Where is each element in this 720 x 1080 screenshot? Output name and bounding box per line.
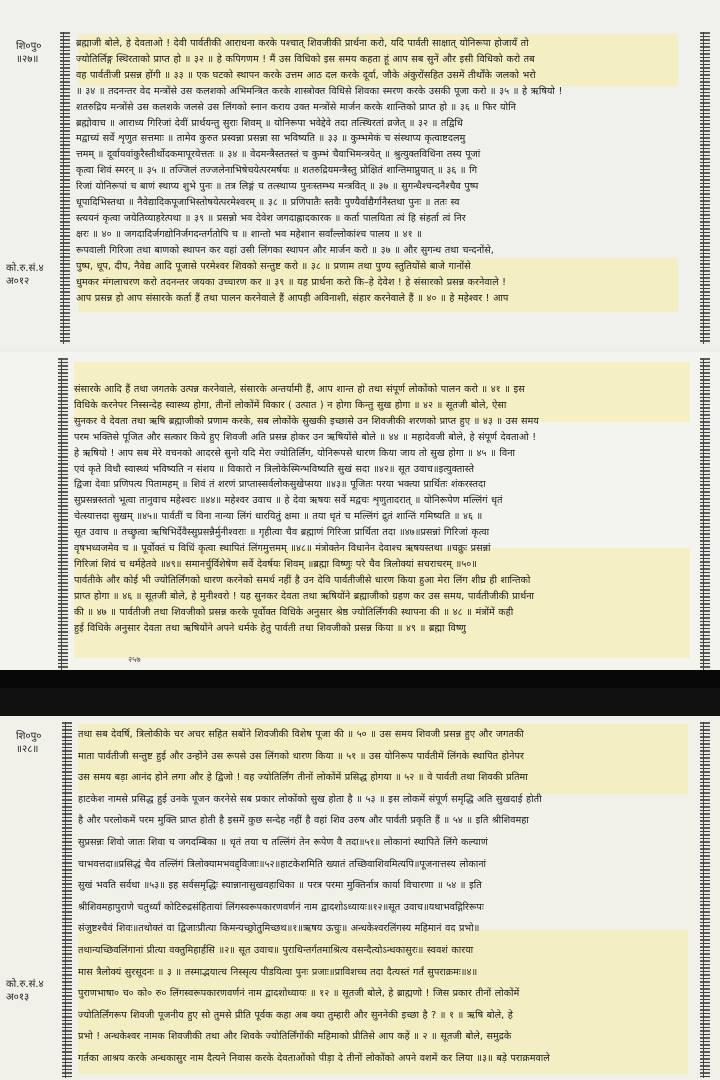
text-line: हे ऋषियो ! आप सब मेरे वचनको आदरसे सुनो यदि मेरा ज्योतिर्लिंग, योनिरूपसे धारण किया जाय तो सुख होगा ॥ ४५ ॥ विना	[74, 447, 516, 459]
text-line: प्रभो ! अन्धकेश्वर नामक शिवजीकी तथा और शिवके ज्योतिर्लिंगोंकी महिमाको प्रीतिसे आप कहें ॥ २ ॥ सूतजी बोले, समुद्रके	[78, 1031, 512, 1043]
text-line: शतरुद्रिय मन्त्रोंसे उस कलशके जलसे उस लिंगको स्नान कराय उक्त मन्त्रोंसे मार्जन करके शान्तिको प्राप्त हो ॥ ३६ ॥ फिर योनि	[76, 101, 516, 113]
text-line: श्रीशिवमहापुराणे चतुर्थ्यां कोटिरुद्रसंहितायां लिंगस्वरूपकारणवर्णनं नाम द्वादशोऽध्यायः॥१२॥सूत उवाच॥यथाभवद्गिरिरूपः	[78, 901, 484, 913]
page-edge	[0, 688, 720, 716]
hindi-sanskrit-text-block	[78, 724, 696, 1070]
text-line: ॥ ३४ ॥ तदनन्तर वेद मन्त्रोंसे उस कलशको अभिमन्त्रित करके शास्त्रोक्त विधिसे शिवका स्मरण करके उसकी पूजा करो ॥ ३५ ॥ हे ऋषियो !	[76, 85, 563, 97]
text-line: है और परलोकमें परम मुक्ति प्राप्त होती है इसमें कुछ सन्देह नहीं है वहां शिव उरुष और पार्वती प्रकृति हैं ॥ ५४ ॥ इति श्रीशिवमहा	[78, 815, 529, 827]
right-ornamental-border	[700, 32, 710, 344]
text-line: मद्वाच्यं सर्वे शृणुत सत्तमाः ॥ तामेव कुरुत प्रस्वन्ना प्रसन्ना सा भविष्यति ॥ ३३ ॥ कुम्भमेकं च संस्थाप्य कृत्वाष्टदलमु	[76, 133, 466, 145]
left-ornamental-border	[60, 32, 70, 344]
margin-reference-bottom: को.रु.सं.४ अ०१२	[6, 263, 44, 287]
text-line: सुखं भवति सर्वथा ॥५३॥ इह सर्वसमृद्धिः स्यान्नानासुखवहाधिका ॥ परत्र परमा मुक्तिर्नात्र कार्या विचारणा ॥ ५४ ॥ इति	[78, 880, 482, 892]
text-line: त्तमम् ॥ दूर्वायवांकुरैस्तीर्थोदकमापूरयेत्ततः ॥ ३४ ॥ वेदमन्त्रैस्ततस्तं च कुम्भं चैवाभिमन्त्रयेत् ॥ श्रुत्युक्तविधिना तस्य पूजां	[76, 149, 481, 161]
text-line: संजुष्टश्चैवं शिवः॥तथोक्तं वा द्विजाःप्रीत्या किमन्यच्छ्रोतुमिच्छथ॥१॥ऋषय ऊचुः॥ अन्धकेश्वरलिंगस्य महिमानं वद प्रभो॥	[78, 923, 480, 935]
text-line: पुष्प, धूप, दीप, नैवेद्य आदि पूजासे परमेश्वर शिवको सन्तुष्ट करो ॥ ३८ ॥ प्रणाम तथा पुण्य स्तुतियोंसे बाजे गानोंसे	[76, 260, 471, 272]
text-line: धुमकर मंगलाचरण करो तदनन्तर जयका उच्चारण कर ॥ ३९ ॥ यह प्रार्थना करो कि–हे देवेश ! हे संसारको प्रसन्न करनेवाले !	[76, 276, 507, 288]
text-line: ज्योतिर्लिंगरूप शिवजी पूजनीय हुए सो तुमसे प्रीति पूर्वक कहा अब क्या तुम्हारी और सुननेकी इच्छा है ? ॥ १ ॥ ऋषि बोले, हे	[78, 1009, 513, 1021]
scan-page-panel-3	[0, 716, 720, 1080]
text-line: तथा सब देवर्षि, त्रिलोकीके चर अचर सहित सबोंने शिवजीकी विशेष पूजा की ॥ ५० ॥ उस समय शिवजी प्रसन्न हुए और जगतकी	[78, 729, 524, 740]
text-line: सुप्रसन्नस्ततो भूत्वा तानुवाच महेश्वरः ॥४४॥ महेश्वर उवाच ॥ हे देवा ऋषयः सर्वे मद्वचः शृणुतादरात् ॥ योनिरूपेण मल्लिंगं धृतं	[74, 495, 503, 507]
text-line: पुराणभाषा० च० को० रु० लिंगस्वरूपकारणवर्णनं नाम द्वादशोध्यायः ॥ १२ ॥ सूतजी बोले, हे ब्राह्मणो ! जिस प्रकार तीनों लोकोंमें	[78, 988, 520, 1000]
text-line: मास त्रैलोक्यं सुरसूदनः ॥ ३ ॥ तस्माद्भयात्च निस्सृत्य पीडयित्वा पुनः प्रजाः॥प्राविशच्च तदा दैत्यस्तं गर्तं सुपराक्रमः॥४॥	[78, 966, 478, 978]
text-line: हुई विधिके अनुसार देवता तथा ऋषियोंने अपने धर्मके हेतु पार्वती तथा शिवजीको प्रसन्न किया ॥ ४९ ॥ ब्रह्मा विष्णु	[74, 622, 466, 634]
text-line: सूत उवाच ॥ तच्छ्रुत्वा ऋषिभिर्देवैस्सुप्रसन्नैर्मुनीश्वराः ॥ गृहीत्वा चैव ब्रह्माणं गिरिजा प्रार्थिता तदा ॥४७॥प्रसन्नां गिरिजां कृत्वा	[74, 527, 490, 539]
text-line: रूपवाली गिरिजा तथा बाणको स्थापन कर वहां उसी लिंगका स्थापन और मार्जन करो ॥ ३७ ॥ और सुगन्ध तथा चन्दनोंसे,	[76, 244, 494, 256]
text-line: द्विजा देवाः प्रणिपत्य पितामहम् ॥ शिवं तं शरणं प्राप्तास्सर्वलोकसुखेप्सया ॥४३॥ पूजितः परया भक्त्या प्रार्थितः शंकरस्तदा	[74, 479, 486, 491]
text-line: माता पार्वतीजी सन्तुष्ट हुई और उन्होंने उस रूपसे उस लिंगको धारण किया ॥ ५१ ॥ उस योनिरूप पार्वतीमें लिंगके स्थापित होनेपर	[78, 750, 524, 762]
right-ornamental-border	[700, 358, 710, 670]
page-number: २५७	[128, 655, 141, 664]
text-line: प्राप्त होगा ॥ ४६ ॥ सूतजी बोले, हे मुनीश्वरो ! यह सुनकर देवता तथा ऋषियोंने ब्रह्माजीको ग्रहण कर उस समय, पार्वतीजीकी प्रार्थना	[74, 590, 535, 602]
left-ornamental-border	[58, 358, 68, 670]
text-line: धूपादिभिस्तथा ॥ नैवेद्यादिकपूजाभिस्तोषयेत्परमेश्वरम् ॥ ३८ ॥ प्रणिपातैः स्तवैः पुण्यैर्वाद्यैर्गानैस्तथा पुनः ॥ ततः स्व	[76, 197, 460, 209]
scan-page-panel-1	[0, 0, 720, 346]
text-line: ज्योतिर्लिङ्ग स्थिरताको प्राप्त हो ॥ ३२ ॥ हे कपिगणम ! मैं उस विधिको इस समय कहता हूं आप सब सुनें और इसी विधिको करो तब	[76, 53, 535, 65]
text-line: कृत्वा शिवं स्मरन् ॥ ३५ ॥ तज्जिलं तज्जलेनाभिषेचयेत्परमर्षयः ॥ शतरुद्रियमन्त्रैस्तु प्रोक्षितं शान्तिमाप्नुयात् ॥ ३६ ॥ गि	[76, 165, 478, 177]
text-line: एवं कृते विधौ स्वास्थ्यं भविष्यति न संशय ॥ विकारो न त्रिलोकेस्मिन्भविष्यति सुखं सदा ॥४२॥ सूत उवाच॥इत्युक्तास्ते	[74, 463, 474, 475]
text-line: पार्वतीके और कोई भी ज्योतिर्लिंगको धारण करनेको समर्थ नहीं है उन देवि पार्वतीजीसे धारण किया हुआ मेरा लिंग शीघ्र ही शान्तिको	[74, 574, 531, 586]
text-line: चेत्स्यात्तदा सुखम् ॥४५॥ पार्वतीं च विना नान्या लिंगं धारयितुं क्षमा ॥ तया धृतं च मल्लिंगं द्रुतं शान्तिं गमिष्यति ॥ ४६ ॥	[74, 511, 483, 523]
text-line: वह पार्वतीजी प्रसन्न होंगी ॥ ३३ ॥ एक घटको स्थापन करके उत्तम आठ दल करके दूर्वा, जौके अंकुरोंसहित उसमें तीर्थोंके जलको भरो	[76, 69, 536, 81]
text-line: गिरिजां शिवं च धर्महेतवे ॥४९॥ समानर्चुर्विशेषेण सर्वे देवर्षयः शिवम् ॥ब्रह्मा विष्णुः परे चैव त्रिलोक्यां सचराचरम् ॥५०॥	[74, 558, 478, 570]
left-ornamental-border	[62, 722, 72, 1078]
text-line: ब्रह्माजी बोले, हे देवताओ ! देवी पार्वतीकी आराधना करके पश्चात् शिवजीकी प्रार्थना करो, यदि पार्वती साक्षात् योनिरूपा होजायँ तो	[76, 38, 529, 49]
right-ornamental-border	[700, 722, 710, 1078]
text-line: चाभवत्तदा॥प्रसिद्धं चैव तल्लिंगं त्रिलोक्यामभवद्द्विजाः॥५२॥हाटकेशमिति ख्यातं तच्छिवाशिवमित्यपि॥पूजनात्तस्य लोकानां	[78, 858, 487, 870]
margin-reference-bottom: को.रु.सं.४ अ०१३	[6, 979, 44, 1003]
hindi-sanskrit-text-block	[76, 36, 696, 306]
text-line: रिजां योनिरूपां च बाणं स्थाप्य शुभे पुनः ॥ तत्र लिङ्गं च तत्स्थाप्य पुनःस्तम्भ्य मन्त्रवित् ॥ ३७ ॥ सुगन्धैश्चन्दनैश्चैव पुष्प	[76, 181, 479, 193]
text-line: सुप्रसन्नः शिवो जातः शिवा च जगदम्बिका ॥ धृतं तया च तल्लिंगं तेन रूपेण वै तदा॥५१॥ लोकानां स्थापिते लिंगे कल्याणं	[78, 836, 488, 848]
text-line: तथान्यच्छिवलिंगानां प्रीत्या वक्तुमिहार्हसि ॥२॥ सूत उवाच॥ पुराथिन्तर्गतमाश्रित्य वसन्दैत्योऽन्धकासुरः॥ स्ववशं कारया	[78, 944, 474, 956]
text-line: वृषभध्वजमेव च ॥ पूर्वोक्तं च विधिं कृत्वा स्थापितं लिंगमुत्तमम् ॥४८॥ मंत्रोक्तेन विधानेन देवाश्च ऋषयस्तथा ॥चक्रुः प्रसन्नां	[74, 543, 491, 555]
text-line: आप प्रसन्न हो आप संसारके कर्ता हैं तथा पालन करनेवाले हैं आपही अविनाशी, संहार करनेवाले हैं ॥ ४० ॥ हे महेश्वर ! आप	[76, 292, 509, 304]
text-line: ब्रह्मोवाच ॥ आराध्य गिरिजां देवीं प्रार्थयन्तु सुराः शिवम् ॥ योनिरूपा भवेद्देवे तदा तत्स्थिरतां व्रजेत् ॥ ३२ ॥ तद्विधि	[76, 117, 463, 129]
hindi-sanskrit-text-block	[74, 382, 696, 637]
text-line: क्षरः ॥ ४० ॥ जगदादिर्जगद्योनिर्जगदन्तर्गतोपि च ॥ शान्तो भव महेशान सर्वांल्लोकांश्च पालय ॥ ४१ ॥	[76, 228, 422, 240]
text-line: सुनकर वे देवता तथा ऋषि ब्रह्माजीको प्रणाम करके, सब लोकोंके सुखकी इच्छासे उन शिवजीकी शरणको प्राप्त हुए ॥ ४३ ॥ उस समय	[74, 415, 539, 427]
scan-page-panel-2	[0, 352, 720, 670]
text-line: हाटकेश नामसे प्रसिद्ध हुई उनके पूजन करनेसे सब प्रकार लोकोंको सुख होता है ॥ ५३ ॥ इस लोकमें संपूर्ण समृद्धि अति सुखदाई होती	[78, 793, 542, 805]
text-line: उस समय बड़ा आनंद होने लगा और हे द्विजो ! वह ज्योतिर्लिंग तीनों लोकोंमें प्रसिद्ध होगया ॥ ५२ ॥ वे पार्वती तथा शिवकी प्रतिमा	[78, 772, 528, 784]
text-line: विधिके करनेपर निस्सन्देह स्वास्थ्य होगा, तीनों लोकोंमें विकार ( उत्पात ) न होगा किन्तु सुख होगा ॥ ४२ ॥ सूतजी बोले, ऐसा	[74, 399, 507, 411]
margin-reference-top: शि०पु० ॥२८॥	[16, 731, 42, 755]
text-line: गर्तका आश्रय करके अन्धकासुर नाम दैत्यने निवास करके देवताओंको पीड़ा दे तीनों लोकोंको अपने वशमें कर लिया ॥३॥ बड़े पराक्रमवाले	[78, 1052, 550, 1064]
scan-gap-divider	[0, 670, 720, 716]
text-line: की ॥ ४७ ॥ पार्वतीजी तथा शिवजीको प्रसन्न करके पूर्वोक्त विधिके अनुसार श्रेष्ठ ज्योतिर्लिंगकी स्थापना की ॥ ४८ ॥ मंत्रोंमें कही	[74, 606, 514, 618]
text-line: संसारके आदि हैं तथा जगतके उत्पन्न करनेवाले, संसारके अन्तर्यामी हैं, आप शान्त हो तथा संपूर्ण लोकोंको पालन करो ॥ ४१ ॥ इस	[74, 384, 525, 395]
text-line: स्त्ययनं कृत्वा जयेतिव्याहरेत्पथा ॥ ३९ ॥ प्रसन्नो भव देवेश जगदाह्लादकारक ॥ कर्ता पालयिता त्वं हि संहर्ता त्वं निर	[76, 212, 466, 224]
text-line: परम भक्तिसे पूजित और सत्कार किये हुए शिवजी अति प्रसन्न होकर उन ऋषियोंसे बोले ॥ ४४ ॥ महादेवजी बोले, हे संपूर्ण देवताओ !	[74, 431, 537, 443]
margin-reference-top: शि०पु० ॥२७॥	[16, 41, 42, 65]
